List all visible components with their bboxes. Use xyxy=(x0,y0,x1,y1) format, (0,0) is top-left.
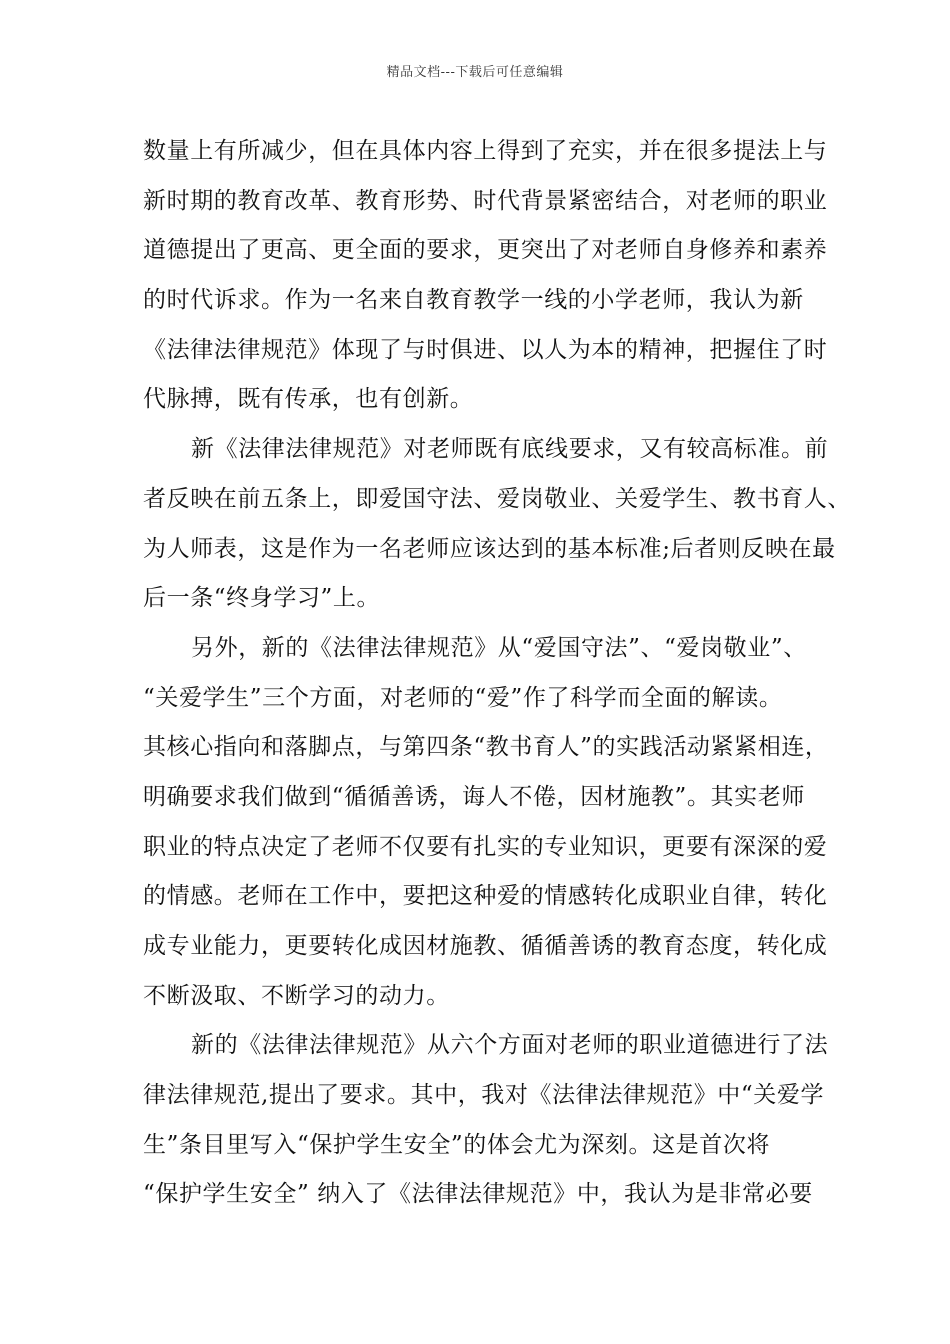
text-line: 不断汲取、不断学习的动力。 xyxy=(143,982,450,1009)
text-line: 律法律规范,提出了要求。其中，我对《法律法律规范》中“关爱学 xyxy=(143,1082,825,1109)
text-line: 另外，新的《法律法律规范》从“爱国守法”、“爱岗敬业”、 xyxy=(191,634,807,661)
text-line: 代脉搏，既有传承，也有创新。 xyxy=(143,386,474,413)
text-line: 生”条目里写入“保护学生安全”的体会尤为深刻。这是首次将 xyxy=(143,1131,771,1158)
text-line: 新的《法律法律规范》从六个方面对老师的职业道德进行了法 xyxy=(191,1032,829,1059)
text-line: 者反映在前五条上，即爱国守法、爱岗敬业、关爱学生、教书育人、 xyxy=(143,485,851,512)
text-line: “关爱学生”三个方面，对老师的“爱”作了科学而全面的解读。 xyxy=(143,684,783,711)
text-line: 成专业能力，更要转化成因材施教、循循善诱的教育态度，转化成 xyxy=(143,933,828,959)
text-line: 其核心指向和落脚点，与第四条“教书育人”的实践活动紧紧相连， xyxy=(143,734,829,761)
text-line: 明确要求我们做到“循循善诱，诲人不倦，因材施教”。其实老师 xyxy=(143,783,805,810)
text-line: 为人师表，这是作为一名老师应该达到的基本标准;后者则反映在最 xyxy=(143,535,836,562)
body-text xyxy=(143,127,851,1220)
text-line: “保护学生安全” 纳入了《法律法律规范》中，我认为是非常必要 xyxy=(143,1181,813,1208)
page-header: 精品文档---下载后可任意编辑 xyxy=(386,65,564,80)
text-line: 后一条“终身学习”上。 xyxy=(143,585,381,612)
text-line: 新《法律法律规范》对老师既有底线要求，又有较高标准。前 xyxy=(191,436,829,463)
text-line: 道德提出了更高、更全面的要求，更突出了对老师自身修养和素养 xyxy=(143,237,828,264)
text-line: 的时代诉求。作为一名来自教育教学一线的小学老师，我认为新 xyxy=(143,287,804,314)
text-line: 《法律法律规范》体现了与时俱进、以人为本的精神，把握住了时 xyxy=(143,336,828,363)
text-line: 新时期的教育改革、教育形势、时代背景紧密结合，对老师的职业 xyxy=(143,187,828,214)
text-line: 的情感。老师在工作中，要把这种爱的情感转化成职业自律，转化 xyxy=(143,883,828,910)
text-line: 职业的特点决定了老师不仅要有扎实的专业知识，更要有深深的爱 xyxy=(143,833,828,860)
text-line: 数量上有所减少，但在具体内容上得到了充实，并在很多提法上与 xyxy=(143,138,828,164)
